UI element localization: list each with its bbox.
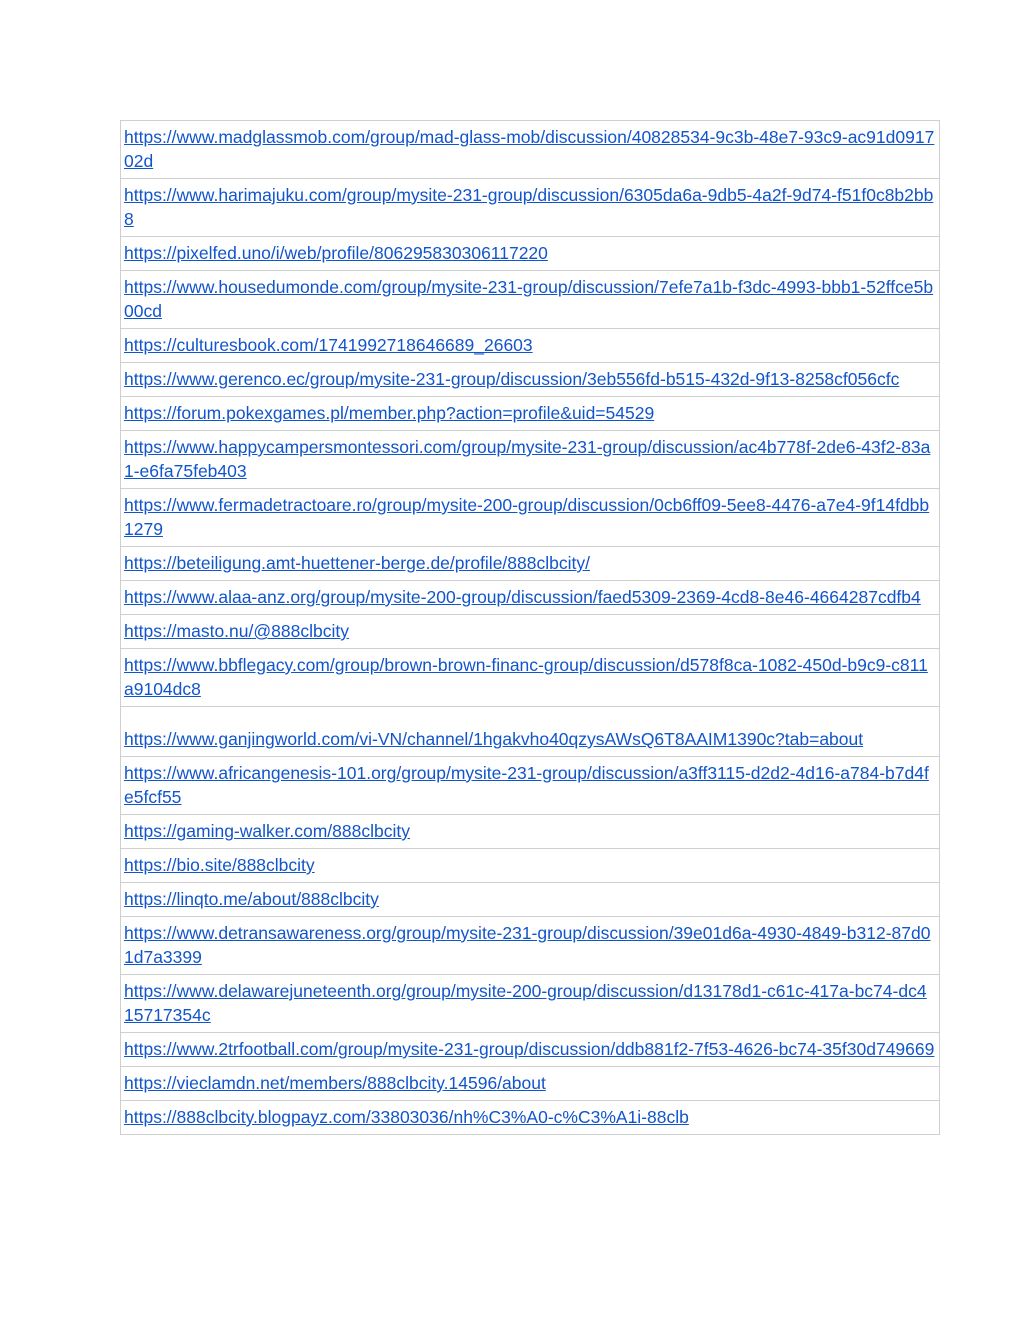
table-row [121, 917, 940, 975]
table-cell [121, 397, 940, 431]
table-cell [121, 849, 940, 883]
link[interactable]: https://www.ganjingworld.com/vi-VN/channel/1hgakvho40qzysAWsQ6T8AAIM1390c?tab=about [124, 729, 864, 749]
table-row [121, 547, 940, 581]
link[interactable]: https://www.alaa-anz.org/group/mysite-200-group/discussion/faed5309-2369-4cd8-8e46-4664287cdfb4 [124, 587, 921, 607]
link[interactable]: https://gaming-walker.com/888clbcity [124, 821, 410, 841]
link[interactable]: https://www.bbflegacy.com/group/brown-brown-financ-group/discussion/d578f8ca-1082-450d-b9c9-c811a9104dc8 [124, 655, 928, 699]
table-cell [121, 1101, 940, 1135]
table-cell [121, 431, 940, 489]
table-row [121, 815, 940, 849]
link[interactable]: https://www.detransawareness.org/group/mysite-231-group/discussion/39e01d6a-4930-4849-b312-87d01d7a3399 [124, 923, 931, 967]
table-cell [121, 363, 940, 397]
link[interactable]: https://www.delawarejuneteenth.org/group/mysite-200-group/discussion/d13178d1-c61c-417a-bc74-dc415717354c [124, 981, 927, 1025]
table-cell [121, 489, 940, 547]
table-row [121, 649, 940, 707]
table-row [121, 237, 940, 271]
table-cell [121, 883, 940, 917]
table-row [121, 397, 940, 431]
links-table [120, 120, 940, 1135]
table-row [121, 363, 940, 397]
table-row [121, 121, 940, 179]
table-row [121, 1033, 940, 1067]
link[interactable]: https://www.happycampersmontessori.com/group/mysite-231-group/discussion/ac4b778f-2de6-43f2-83a1-e6fa75feb403 [124, 437, 931, 481]
link[interactable]: https://www.housedumonde.com/group/mysite-231-group/discussion/7efe7a1b-f3dc-4993-bbb1-52ffce5b00cd [124, 277, 934, 321]
table-cell [121, 707, 940, 757]
link[interactable]: https://beteiligung.amt-huettener-berge.de/profile/888clbcity/ [124, 553, 590, 573]
table-cell [121, 615, 940, 649]
table-cell [121, 649, 940, 707]
table-row [121, 1101, 940, 1135]
table-row [121, 431, 940, 489]
table-cell [121, 1033, 940, 1067]
table-cell [121, 329, 940, 363]
table-cell [121, 179, 940, 237]
table-row [121, 975, 940, 1033]
table-row [121, 179, 940, 237]
table-row [121, 1067, 940, 1101]
link[interactable]: https://www.gerenco.ec/group/mysite-231-group/discussion/3eb556fd-b515-432d-9f13-8258cf056cfc [124, 369, 900, 389]
table-row [121, 883, 940, 917]
link[interactable]: https://www.africangenesis-101.org/group/mysite-231-group/discussion/a3ff3115-d2d2-4d16-a784-b7d4fe5fcf55 [124, 763, 929, 807]
link[interactable]: https://www.madglassmob.com/group/mad-glass-mob/discussion/40828534-9c3b-48e7-93c9-ac91d091702d [124, 127, 935, 171]
link[interactable]: https://linqto.me/about/888clbcity [124, 889, 379, 909]
link[interactable]: https://www.fermadetractoare.ro/group/mysite-200-group/discussion/0cb6ff09-5ee8-4476-a7e4-9f14fdbb1279 [124, 495, 930, 539]
table-cell [121, 815, 940, 849]
table-row [121, 615, 940, 649]
table-row [121, 757, 940, 815]
link[interactable]: https://bio.site/888clbcity [124, 855, 315, 875]
table-cell [121, 121, 940, 179]
link[interactable]: https://forum.pokexgames.pl/member.php?action=profile&uid=54529 [124, 403, 655, 423]
table-row [121, 489, 940, 547]
table-row [121, 849, 940, 883]
table-cell [121, 581, 940, 615]
table-cell [121, 237, 940, 271]
link[interactable]: https://pixelfed.uno/i/web/profile/806295830306117220 [124, 243, 548, 263]
table-cell [121, 271, 940, 329]
table-cell [121, 917, 940, 975]
link[interactable]: https://888clbcity.blogpayz.com/33803036/nh%C3%A0-c%C3%A1i-88clb [124, 1107, 689, 1127]
table-cell [121, 1067, 940, 1101]
link[interactable]: https://www.harimajuku.com/group/mysite-231-group/discussion/6305da6a-9db5-4a2f-9d74-f51f0c8b2bb8 [124, 185, 934, 229]
link[interactable]: https://vieclamdn.net/members/888clbcity.14596/about [124, 1073, 546, 1093]
table-cell [121, 975, 940, 1033]
table-cell [121, 757, 940, 815]
table-row [121, 581, 940, 615]
table-row [121, 329, 940, 363]
table-row [121, 707, 940, 757]
link[interactable]: https://masto.nu/@888clbcity [124, 621, 349, 641]
link[interactable]: https://culturesbook.com/1741992718646689_26603 [124, 335, 533, 355]
table-cell [121, 547, 940, 581]
link[interactable]: https://www.2trfootball.com/group/mysite-231-group/discussion/ddb881f2-7f53-4626-bc74-35f30d749669 [124, 1039, 935, 1059]
table-row [121, 271, 940, 329]
